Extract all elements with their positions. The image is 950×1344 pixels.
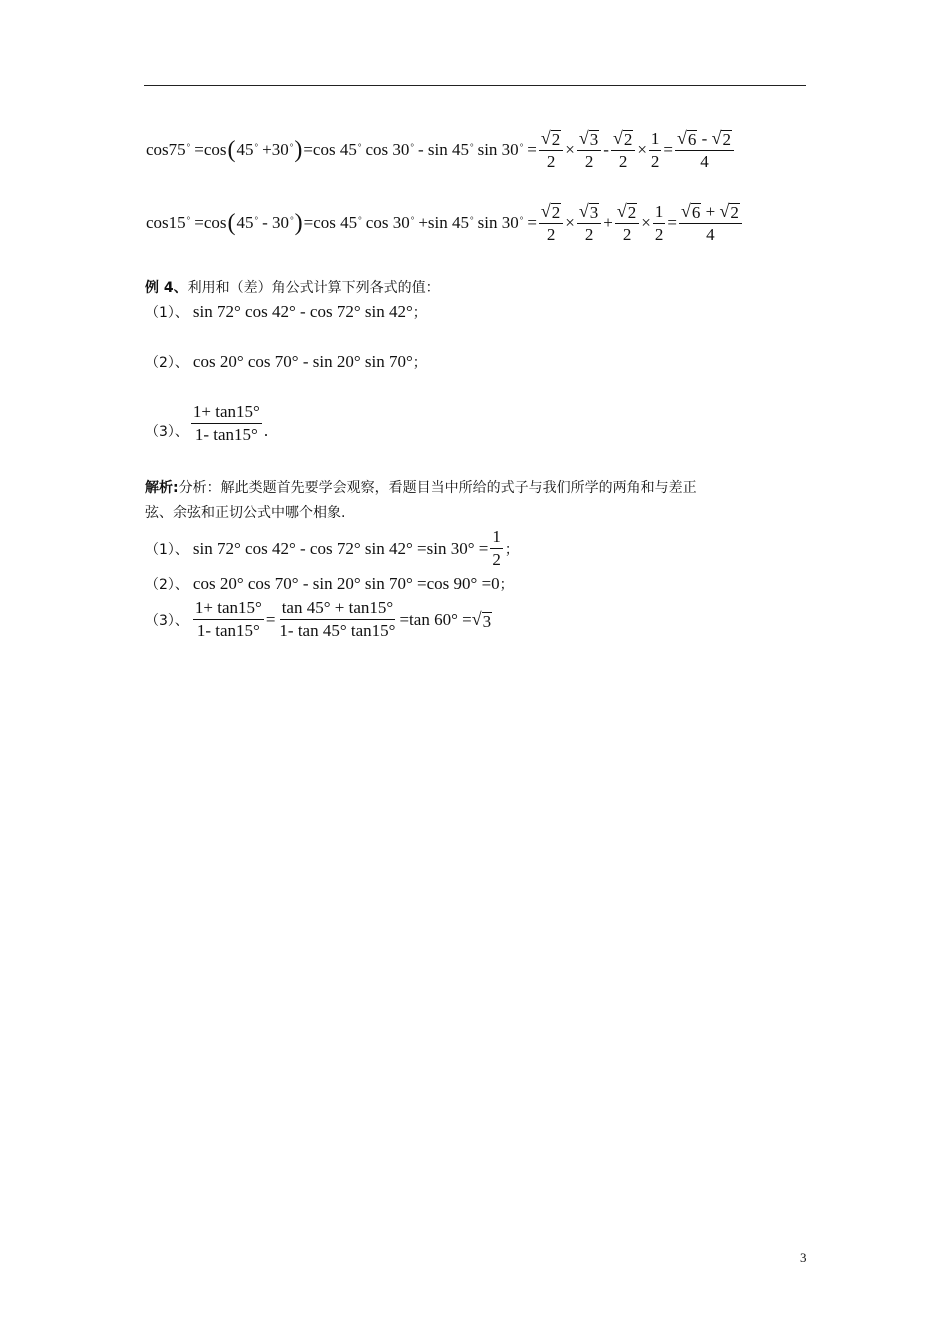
solution-label: 解析: [145,480,179,496]
fraction: √ 3 2 [577,201,601,245]
fraction: $\frac{\tan 45^\circ + \tan 15^\circ}{1- \tan 45^\circ \tan 15^\circ}$ [279,598,396,640]
page-number: 3 [800,1250,807,1265]
solution-analysis: 解析:分析：解此类题首先要学会观察，看题目当中所给的式子与我们所学的两角和与差正 弦、余弦和正切公式中哪个相象. [145,480,697,521]
sqrt: √ 3 [471,609,492,631]
fraction: $\frac{1+ \tan 15^\circ}{1- \tan 15^\circ}$ [192,402,260,444]
cos15-derivation: cos15 ° =cos ( 45 ° - 30 ° ) =cos 45 ° cos 30 ° +sin 45 ° sin 30 ° = √ 2 2 × √ 3 2 + √ 2 2 × $\frac{1}{2}$ = √ 6 + √ 2 4 [146,201,744,245]
solution-item-3: （3）、 $\frac{1+ \tan 15^\circ}{1- \tan 15^\circ}$ = $\frac{\tan 45^\circ + \tan 15^\circ}{1- \tan 45^\circ \tan 15^\circ}$ =tan 60° = √ 3 [145,598,492,640]
cos15-lhs: cos15 [146,213,186,232]
fraction: √ 2 2 [615,201,639,245]
fraction: $\frac{1}{2}$ [650,128,660,171]
example-item-1: （1）、 sin 72° cos 42° - cos 72° sin 42° ； [145,302,427,321]
fraction: √ 3 2 [577,128,601,172]
result-fraction: √ 6 - √ 2 4 [675,128,734,172]
cos75-lhs: cos75 [146,140,186,159]
solution-item-1: （1）、 sin 72° cos 42° - cos 72° sin 42° =sin 30° = $\frac{1}{2}$ ； [145,527,519,569]
example-heading [145,277,440,297]
fraction: √ 2 2 [539,128,563,172]
fraction: $\frac{1}{2}$ [654,201,664,244]
solution-item-2: （2）、 cos 20° cos 70° - sin 20° sin 70° =cos 90° =0 ； [145,574,514,593]
example-item-2: （2）、 cos 20° cos 70° - sin 20° sin 70° ； [145,352,427,371]
fraction: $\frac{1}{2}$ [492,527,501,569]
example-text: 利用和（差）角公式计算下列各式的值： [187,280,440,296]
example-item-3: （3）、 $\frac{1+ \tan 15^\circ}{1- \tan 15^\circ}$ . [145,402,269,444]
fraction: $\frac{1+ \tan 15^\circ}{1- \tan 15^\circ}$ [194,598,262,640]
fraction: √ 2 2 [539,201,563,245]
result-fraction: √ 6 + √ 2 4 [679,201,742,245]
fraction: √ 2 2 [611,128,635,172]
example-label: 例 4、 [145,280,188,296]
header-rule [144,85,806,86]
cos75-derivation: cos75 ° =cos ( 45 ° +30 ° ) =cos 45 ° cos 30 ° - sin 45 ° sin 30 ° = √ 2 2 × √ 3 2 - √ 2 2 × $\frac{1}{2}$ = √ 6 - √ 2 4 [146,128,736,172]
